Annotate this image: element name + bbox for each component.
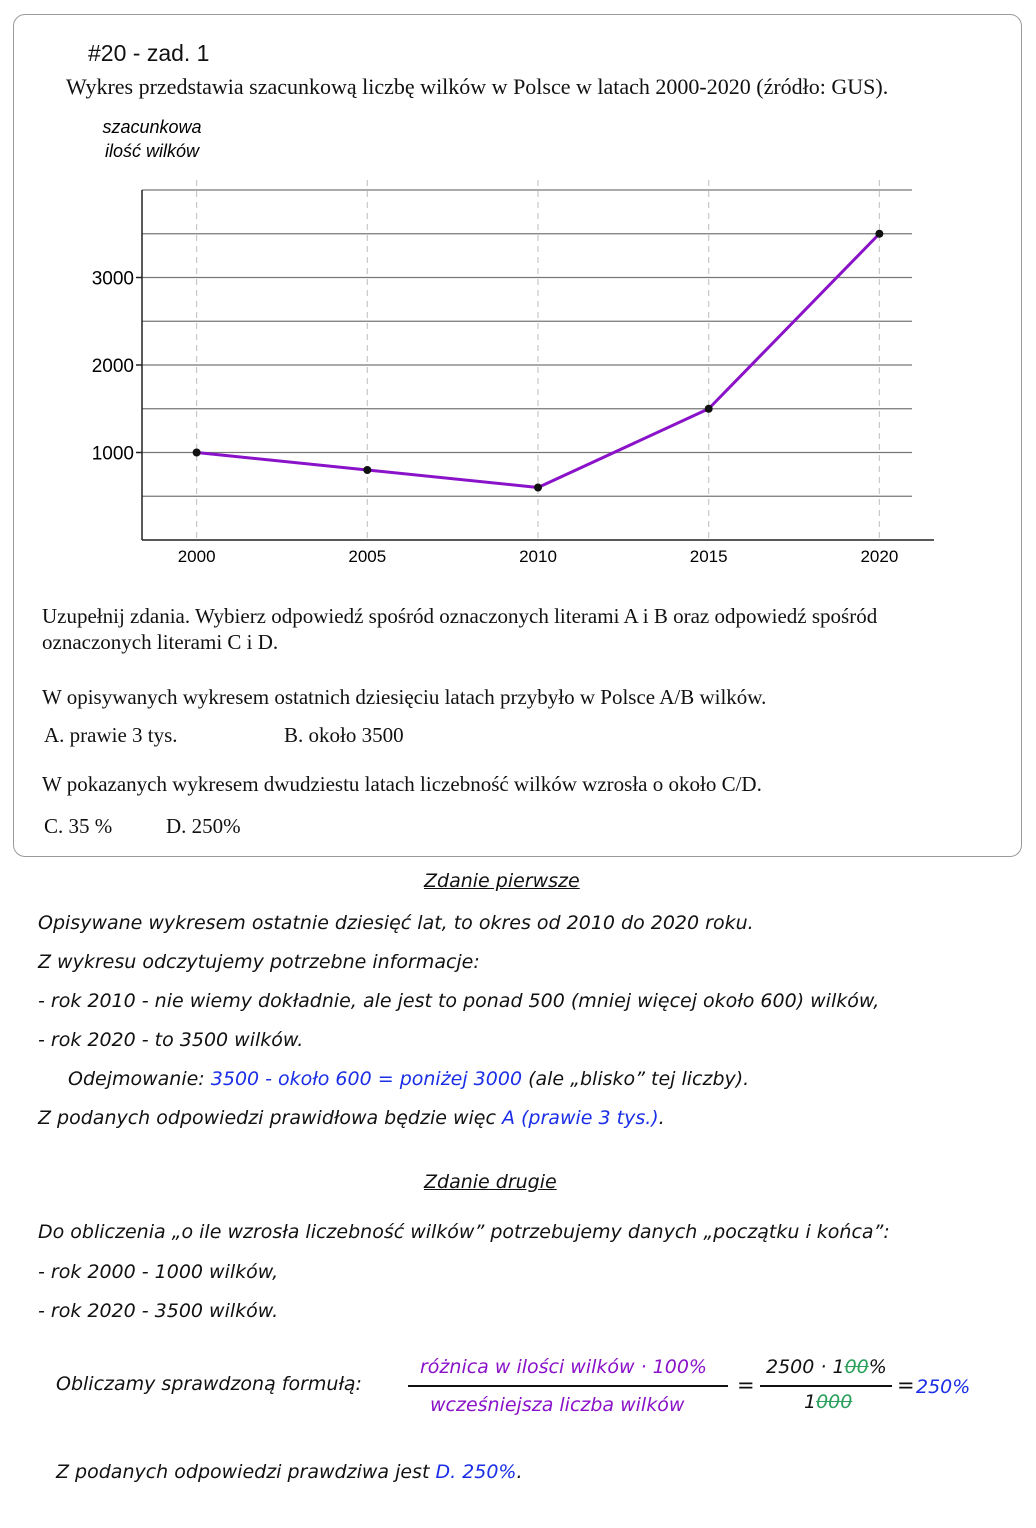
calc-numerator-percent: % bbox=[868, 1356, 887, 1378]
formula-label: Obliczamy sprawdzoną formułą: bbox=[56, 1373, 362, 1395]
wolves-line-chart bbox=[0, 0, 1036, 600]
part1-answer: A (prawie 3 tys.) bbox=[501, 1107, 659, 1129]
y-axis-label-line1: szacunkowa bbox=[102, 117, 202, 137]
y-tick-label: 2000 bbox=[91, 356, 134, 377]
chart-tick-labels bbox=[92, 269, 899, 567]
part1-line3: - rok 2010 - nie wiemy dokładnie, ale jest to ponad 500 (mniej więcej około 600) wilków, bbox=[38, 990, 880, 1012]
formula-fraction-bar bbox=[408, 1385, 728, 1387]
part1-conclusion bbox=[38, 1107, 665, 1129]
calc-denominator-main: 1 bbox=[804, 1391, 817, 1413]
data-point bbox=[534, 484, 542, 492]
part2-conclusion-end: . bbox=[516, 1461, 523, 1483]
part2-answer: D. 250% bbox=[435, 1461, 517, 1483]
calc-fraction-bar bbox=[760, 1385, 892, 1387]
y-tick-label: 1000 bbox=[91, 443, 134, 465]
part2-title: Zdanie drugie bbox=[424, 1171, 557, 1193]
calc-numerator bbox=[766, 1356, 887, 1378]
equals-sign-1: = bbox=[737, 1373, 755, 1397]
calc-denominator bbox=[804, 1391, 852, 1413]
formula-denominator: wcześniejsza liczba wilków bbox=[430, 1394, 685, 1416]
x-tick-label: 2005 bbox=[348, 547, 387, 566]
option-c: C. 35 % bbox=[44, 814, 113, 838]
data-point bbox=[875, 230, 883, 238]
equals-sign-2: = bbox=[897, 1373, 915, 1397]
task-heading: #20 - zad. 1 bbox=[88, 40, 210, 66]
calc-numerator-main: 2500 · 1 bbox=[766, 1356, 845, 1378]
sentence2: W pokazanych wykresem dwudziestu latach liczebność wilków wzrosła o około C/D. bbox=[42, 772, 762, 796]
y-tick-label: 3000 bbox=[91, 268, 134, 290]
y-axis-label-line2: ilość wilków bbox=[104, 141, 200, 161]
part2-conclusion-text: Z podanych odpowiedzi prawdziwa jest bbox=[56, 1461, 436, 1483]
option-b: B. około 3500 bbox=[284, 723, 404, 747]
x-tick-label: 2020 bbox=[860, 547, 899, 566]
part1-line4: - rok 2020 - to 3500 wilków. bbox=[38, 1029, 304, 1051]
x-tick-label: 2010 bbox=[519, 547, 557, 566]
option-d: D. 250% bbox=[166, 814, 241, 838]
data-point bbox=[193, 449, 201, 457]
part2-conclusion bbox=[56, 1461, 523, 1483]
part1-conclusion-text: Z podanych odpowiedzi prawidłowa będzie więc bbox=[38, 1107, 502, 1129]
calc-result: 250% bbox=[916, 1376, 971, 1398]
sentence1: W opisywanych wykresem ostatnich dziesięciu latach przybyło w Polsce A/B wilków. bbox=[42, 685, 767, 709]
part1-conclusion-end: . bbox=[658, 1107, 665, 1129]
part2-line3: - rok 2020 - 3500 wilków. bbox=[38, 1300, 279, 1322]
part2-line2: - rok 2000 - 1000 wilków, bbox=[38, 1261, 279, 1283]
subtraction-tail: (ale „blisko” tej liczby). bbox=[522, 1068, 750, 1090]
subtraction-line bbox=[68, 1068, 749, 1090]
formula-numerator: różnica w ilości wilków · 100% bbox=[420, 1356, 707, 1378]
instruction-line1: Uzupełnij zdania. Wybierz odpowiedź spośród oznaczonych literami A i B oraz odpowiedź spośród bbox=[42, 604, 878, 628]
x-tick-label: 2000 bbox=[177, 547, 216, 566]
part1-title: Zdanie pierwsze bbox=[424, 870, 580, 892]
calc-denominator-cancelled: 000 bbox=[816, 1391, 853, 1413]
data-point bbox=[705, 405, 713, 413]
option-a: A. prawie 3 tys. bbox=[44, 723, 178, 747]
subtraction-calc: 3500 - około 600 = poniżej 3000 bbox=[210, 1068, 523, 1090]
task-intro: Wykres przedstawia szacunkową liczbę wilków w Polsce w latach 2000-2020 (źródło: GUS). bbox=[66, 74, 889, 99]
data-point bbox=[363, 466, 371, 474]
instruction-line2: oznaczonych literami C i D. bbox=[42, 630, 279, 654]
part1-line1: Opisywane wykresem ostatnie dziesięć lat, to okres od 2010 do 2020 roku. bbox=[38, 912, 754, 934]
subtraction-label: Odejmowanie: bbox=[68, 1068, 211, 1090]
x-tick-label: 2015 bbox=[689, 547, 728, 566]
part2-line1: Do obliczenia „o ile wzrosła liczebność wilków” potrzebujemy danych „początku i końca”: bbox=[38, 1221, 890, 1243]
part1-line2: Z wykresu odczytujemy potrzebne informacje: bbox=[38, 951, 480, 973]
calc-numerator-cancelled: 00 bbox=[844, 1356, 869, 1378]
